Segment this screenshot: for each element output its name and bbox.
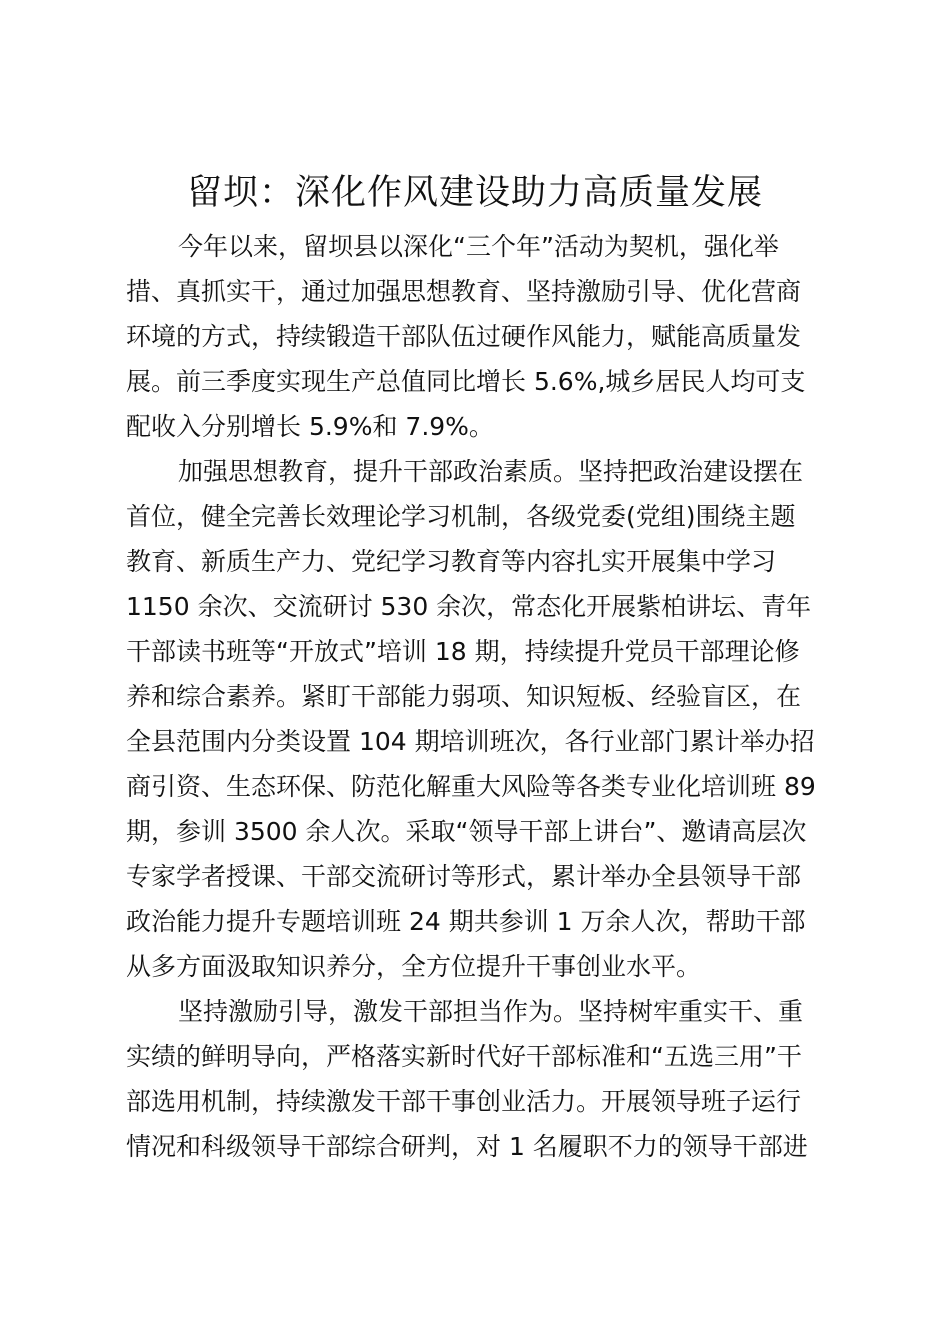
- paragraph-3-line: 部选用机制，持续激发干部干事创业活力。开展领导班子运行: [126, 1087, 802, 1116]
- paragraph-3-line: 坚持激励引导，激发干部担当作为。坚持树牢重实干、重: [178, 997, 804, 1026]
- paragraph-2-line: 专家学者授课、干部交流研讨等形式，累计举办全县领导干部: [126, 862, 802, 891]
- paragraph-2-line: 政治能力提升专题培训班 24 期共参训 1 万余人次，帮助干部: [126, 907, 806, 936]
- paragraph-3-line: 实绩的鲜明导向，严格落实新时代好干部标准和“五选三用”干: [126, 1042, 802, 1071]
- paragraph-2-line: 从多方面汲取知识养分，全方位提升干事创业水平。: [126, 952, 702, 981]
- paragraph-1-line: 措、真抓实干，通过加强思想教育、坚持激励引导、优化营商: [126, 277, 802, 306]
- paragraph-2-line: 首位，健全完善长效理论学习机制，各级党委(党组)围绕主题: [126, 502, 796, 531]
- paragraph-3-line: 情况和科级领导干部综合研判，对 1 名履职不力的领导干部进: [126, 1132, 808, 1161]
- paragraph-1-line: 环境的方式，持续锻造干部队伍过硬作风能力，赋能高质量发: [126, 322, 802, 351]
- paragraph-2-line: 全县范围内分类设置 104 期培训班次，各行业部门累计举办招: [126, 727, 815, 756]
- paragraph-2-line: 加强思想教育，提升干部政治素质。坚持把政治建设摆在: [178, 457, 804, 486]
- paragraph-2-line: 养和综合素养。紧盯干部能力弱项、知识短板、经验盲区，在: [126, 682, 802, 711]
- paragraph-2-line: 期，参训 3500 余人次。采取“领导干部上讲台”、邀请高层次: [126, 817, 807, 846]
- paragraph-2-line: 商引资、生态环保、防范化解重大风险等各类专业化培训班 89: [126, 772, 816, 801]
- paragraph-1-line: 今年以来，留坝县以深化“三个年”活动为契机，强化举: [178, 232, 779, 261]
- paragraph-1-line: 配收入分别增长 5.9%和 7.9%。: [126, 412, 494, 441]
- paragraph-1-line: 展。前三季度实现生产总值同比增长 5.6%,城乡居民人均可支: [126, 367, 806, 396]
- document-title: 留坝：深化作风建设助力高质量发展: [186, 173, 763, 213]
- paragraph-2-line: 干部读书班等“开放式”培训 18 期，持续提升党员干部理论修: [126, 637, 800, 666]
- paragraph-2-line: 1150 余次、交流研讨 530 余次，常态化开展紫柏讲坛、青年: [126, 592, 812, 621]
- paragraph-2-line: 教育、新质生产力、党纪学习教育等内容扎实开展集中学习: [126, 547, 777, 576]
